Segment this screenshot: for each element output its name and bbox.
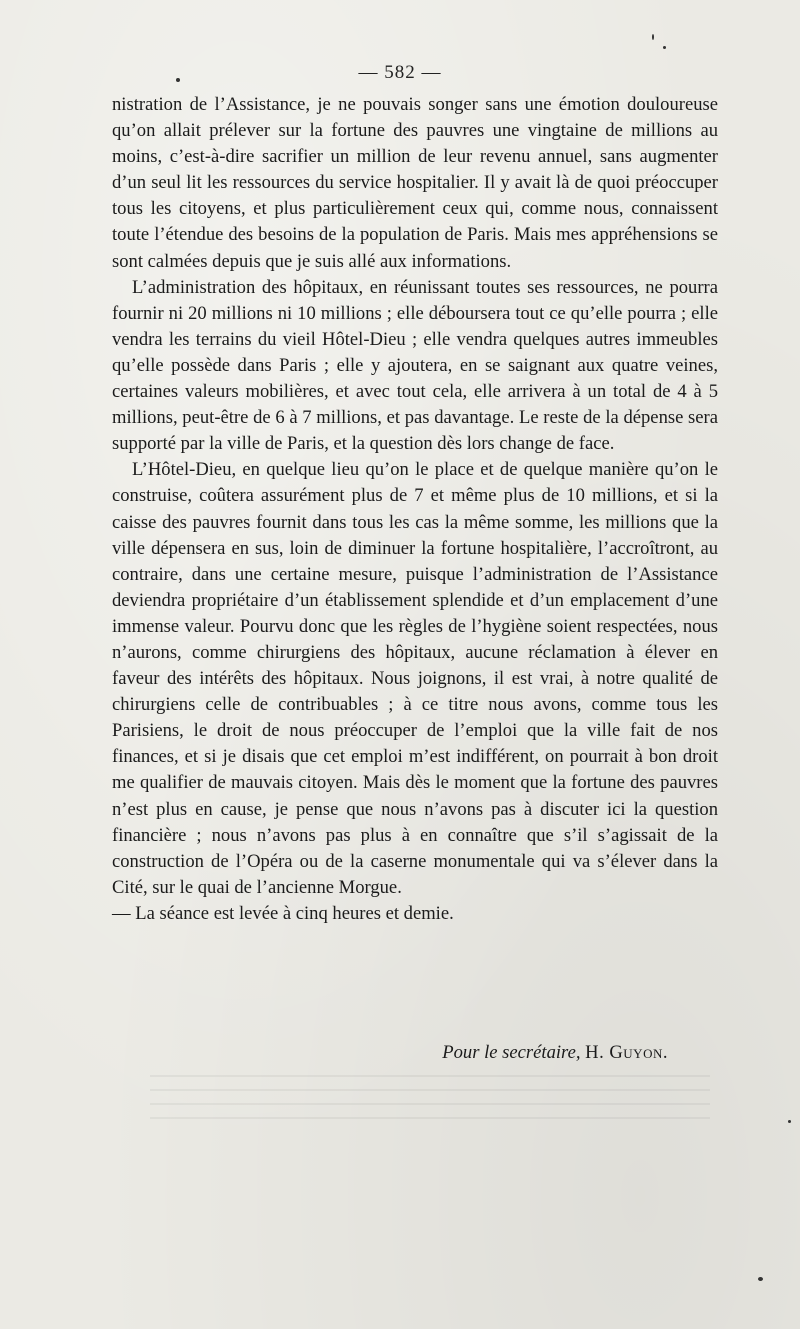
signature-line xyxy=(112,1040,668,1066)
paragraph-hospital-finances: L’administration des hôpitaux, en réunissant toutes ses ressources, ne pourra fournir ni 20 millions ni 10 millions ; elle déboursera tout ce qu’elle pourra ; elle vendra les terrains du vieil Hôtel-Dieu ; elle vendra quelques autres immeubles qu’elle possède dans Paris ; elle y ajoutera, en se saignant aux quatre veines, certaines valeurs mobilières, et avec tout cela, elle arrivera à un total de 4 à 5 millions, peut-être de 6 à 7 millions, et pas davantage. Le reste de la dépense sera supporté par la ville de Paris, et la question dès lors change de face. xyxy=(112,276,718,455)
body-text xyxy=(112,92,718,927)
signature-role: Pour le secrétaire, xyxy=(442,1042,581,1063)
paragraph-hotel-dieu-cost: L’Hôtel-Dieu, en quelque lieu qu’on le place et de quelque manière qu’on le construise, coûtera assurément plus de 7 et même plus de 10 millions, et si la caisse des pauvres fournit dans tous les cas la même somme, les millions que la ville dépensera en sus, loin de diminuer la fortune hospitalière, l’accroîtront, au contraire, dans une certaine mesure, puisque l’administration de l’Assistance deviendra propriétaire d’un établissement splendide et d’un emplacement d’une immense valeur. Pourvu donc que les règles de l’hygiène soient respectées, nous n’aurons, comme chirurgiens des hôpitaux, aucune réclamation à élever en faveur des intérêts des hôpitaux. Nous joignons, il est vrai, à notre qualité de chirurgiens celle de contribuables ; à ce titre nous avons, comme tous les Parisiens, le droit de nous préoccuper de l’emploi que la ville fait de nos finances, et si je disais que cet emploi m’est indifférent, on pourrait à bon droit me qualifier de mauvais citoyen. Mais dès le moment que la fortune des pauvres n’est plus en cause, je pense que nous n’avons pas à discuter ici la question financière ; nous n’avons pas plus à en connaître que s’il s’agissait de la construction de l’Opéra ou de la caserne monumentale qui va s’élever dans la Cité, sur le quai de l’ancienne Morgue. xyxy=(112,459,718,898)
paragraph-continuation: nistration de l’Assistance, je ne pouvais songer sans une émotion douloureuse qu’on allait prélever sur la fortune des pauvres une vingtaine de millions au moins, c’est-à-dire sacrifier un million de leur revenu annuel, sans augmenter d’un seul lit les ressources du service hospitalier. Il y avait là de quoi préoccuper tous les citoyens, et plus particulièrement ceux qui, comme nous, connaissent toute l’étendue des besoins de la population de Paris. Mais mes appréhensions se sont calmées depuis que je suis allé aux informations. xyxy=(112,94,718,272)
page-number: — 582 — xyxy=(358,62,442,83)
show-through-text xyxy=(150,1075,710,1145)
signature-name: H. Guyon. xyxy=(585,1042,668,1063)
session-closing-line: — La séance est levée à cinq heures et demie. xyxy=(112,902,454,924)
